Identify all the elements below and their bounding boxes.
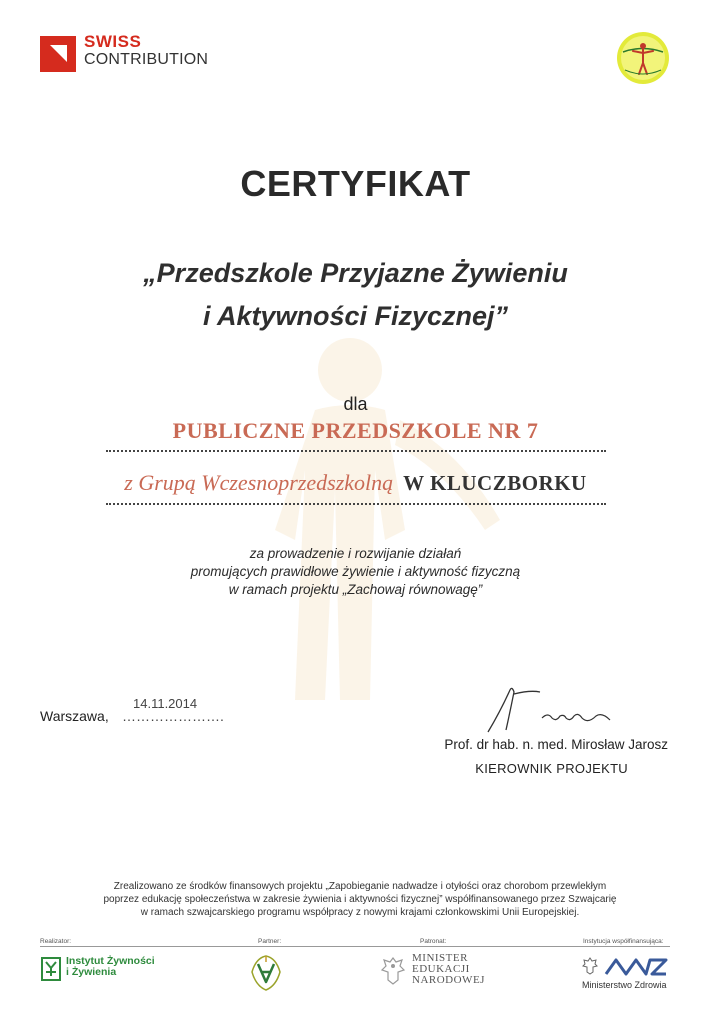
label-instytucja: Instytucja współfinansująca: xyxy=(583,938,664,945)
polish-eagle-emblem-icon xyxy=(380,954,406,986)
swiss-logo-line2: CONTRIBUTION xyxy=(84,51,209,68)
subtitle-line2: i Aktywności Fizycznej” xyxy=(202,301,509,331)
funding-note xyxy=(60,880,660,919)
men-line2: EDUKACJI xyxy=(412,963,470,975)
footer-divider xyxy=(40,946,670,947)
label-realizator: Realizator: xyxy=(40,938,72,945)
swiss-contribution-logo-text xyxy=(84,33,208,68)
funding-note-line1: Zrealizowano ze środków finansowych projektu „Zapobieganie nadwadze i otyłości oraz chorobom przewlekłym xyxy=(113,881,607,892)
label-patronat: Patronat: xyxy=(420,938,447,945)
recipient-name-line1: PUBLICZNE PRZEDSZKOLE NR 7 xyxy=(172,418,539,443)
certificate-title: CERTYFIKAT xyxy=(240,163,471,204)
description-line3: w ramach projektu „Zachowaj równowagę” xyxy=(228,582,483,597)
men-line1: MINISTER xyxy=(412,952,468,964)
signer-name: Prof. dr hab. n. med. Mirosław Jarosz xyxy=(444,737,668,752)
label-partner: Partner: xyxy=(258,938,282,945)
izz-line2: i Żywienia xyxy=(66,966,117,978)
men-logo-text xyxy=(412,953,522,986)
handwritten-signature xyxy=(470,682,630,742)
signer-role: KIEROWNIK PROJEKTU xyxy=(475,761,628,776)
dotted-line-2 xyxy=(106,503,606,505)
recipient-name-line2 xyxy=(0,470,711,496)
ministerstwo-zdrowia-mark-icon xyxy=(604,954,668,978)
polish-eagle-small-icon xyxy=(582,956,598,976)
dotted-line-1 xyxy=(106,450,606,452)
watermark-figure xyxy=(200,330,530,710)
awf-partner-logo-icon xyxy=(248,952,284,992)
certificate-description xyxy=(0,545,711,599)
izz-logo-icon xyxy=(40,956,62,982)
recipient-group-text: z Grupą Wczesnoprzedszkolną xyxy=(124,470,394,495)
men-line3: NARODOWEJ xyxy=(412,974,485,986)
swiss-logo-line1: SWISS xyxy=(84,32,142,51)
certificate-subtitle xyxy=(0,252,711,338)
issue-date: 14.11.2014 xyxy=(133,696,198,711)
place-label: Warszawa, xyxy=(40,708,109,724)
for-label: dla xyxy=(343,394,368,414)
recipient-city-text: W KLUCZBORKU xyxy=(403,471,587,495)
description-line2: promujących prawidłowe żywienie i aktywność fizyczną xyxy=(190,564,521,579)
place-dots: …………………. xyxy=(122,708,224,724)
swiss-flag-icon xyxy=(40,36,76,72)
description-line1: za prowadzenie i rozwijanie działań xyxy=(249,546,462,561)
funding-note-line3: w ramach szwajcarskiego programu współpracy z nowymi krajami członkowskimi Unii Europejskiej. xyxy=(140,907,580,918)
swiss-contribution-logo-mark xyxy=(40,36,76,72)
funding-note-line2: poprzez edukację społeczeństwa w zakresie żywienia i aktywności fizycznej” współfinansowanego przez Szwajcarię xyxy=(103,894,617,905)
subtitle-line1: „Przedszkole Przyjazne Żywieniu xyxy=(143,258,568,288)
izz-logo-text xyxy=(66,956,176,978)
izz-line1: Instytut Żywności xyxy=(66,955,155,967)
mz-logo-text: Ministerstwo Zdrowia xyxy=(582,980,667,990)
balance-figure-badge-icon xyxy=(615,30,671,86)
